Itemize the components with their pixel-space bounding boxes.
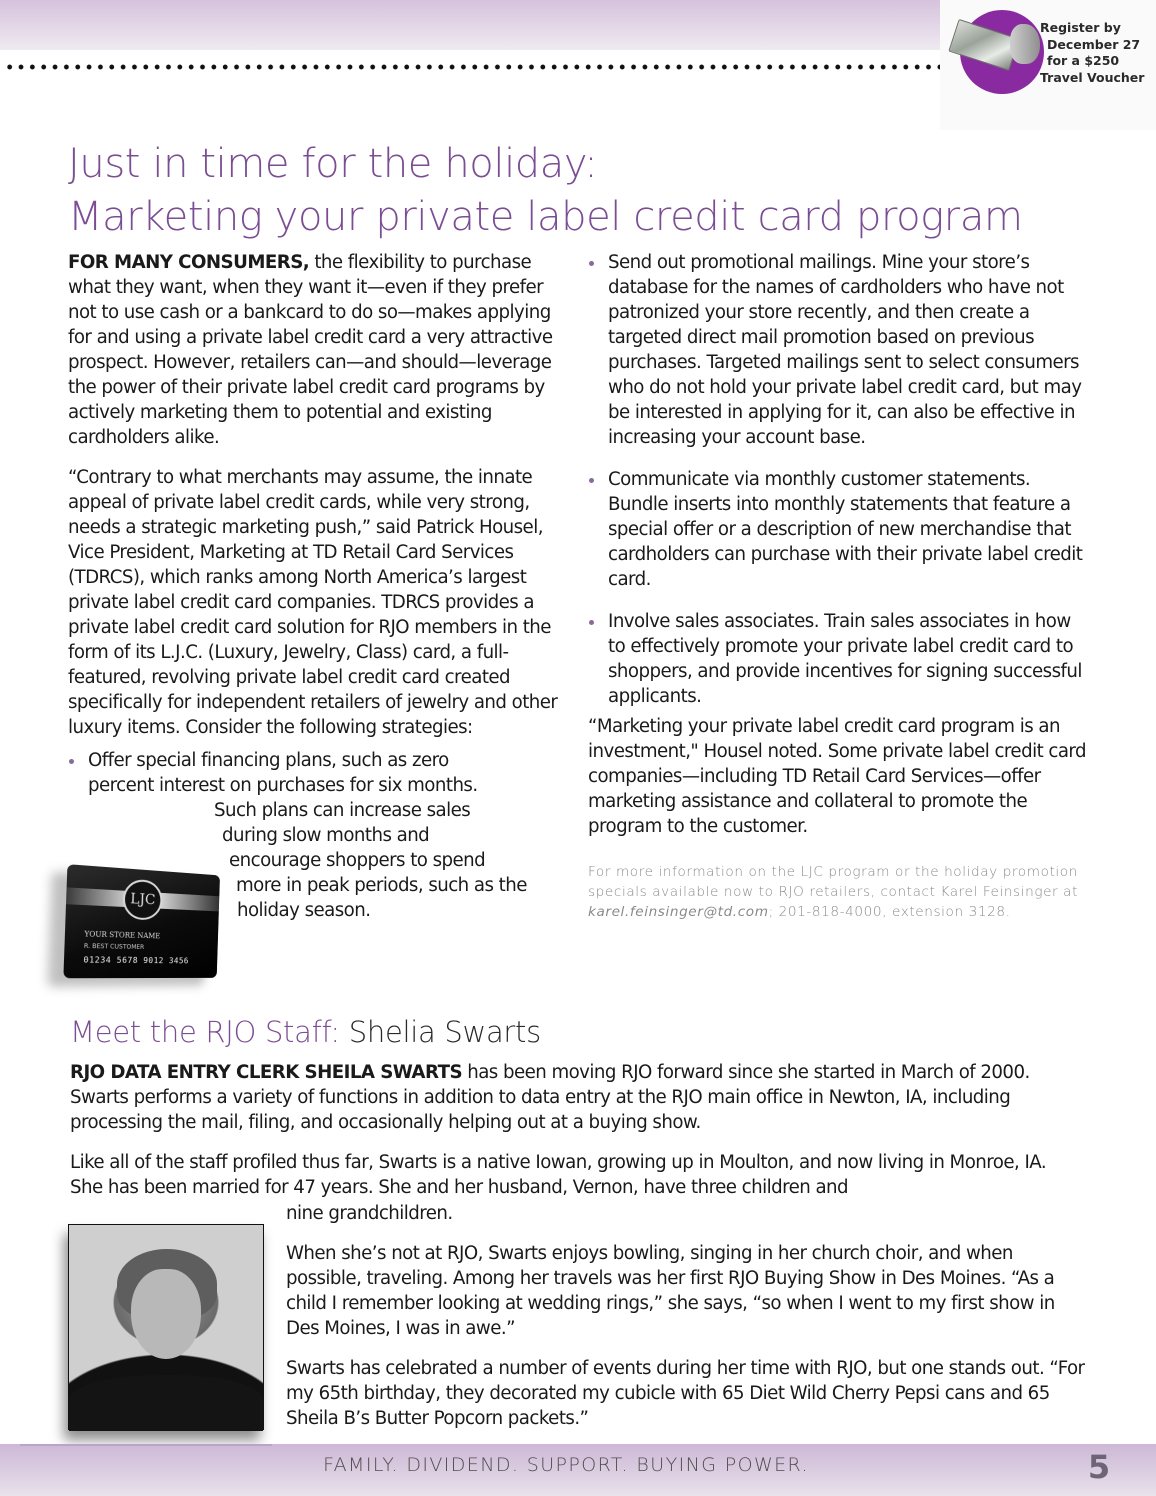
staff-photo	[68, 1224, 264, 1430]
intro-paragraph	[68, 250, 568, 450]
hand-icon	[1010, 24, 1040, 64]
strategy-item	[588, 250, 1088, 450]
promo-line: Register by	[1040, 20, 1121, 35]
bullet-icon	[589, 620, 594, 625]
strategy-text: Involve sales associates. Train sales associates in how to effectively promote your private label credit card to shoppers, and provide incentives for signing successful applicants.	[608, 611, 1082, 707]
strategy-text: Send out promotional mailings. Mine your store’s database for the names of cardholders who have not patronized your store recently, and then create a targeted direct mail promotion based on previous purchases. Targeted mailings sent to select consumers who do not hold your private label credit card, but may be interested in applying for it, can also be effective in increasing your account base.	[608, 252, 1082, 448]
promo-line: for a $250	[1047, 53, 1120, 68]
card-number: 01234 5678 9012 3456	[83, 955, 189, 966]
card-holder-name: R. BEST CUSTOMER	[83, 942, 145, 951]
staff-paragraph: When she’s not at RJO, Swarts enjoys bowling, singing in her church choir, and when possible, traveling. Among her travels was her first RJO Buying Show in Des Moines. “As a child I remember looking at wedding rings,” she says, “so when I went to my first show in Des Moines, I was in awe.”	[286, 1243, 1055, 1339]
staff-paragraph: Swarts has celebrated a number of events during her time with RJO, but one stands out. “For my 65th birthday, they decorated my cubicle with 65 Diet Wild Cherry Pepsi cans and 65 Sheila B’s Butter Popcorn packets.”	[286, 1358, 1085, 1429]
dotted-divider	[4, 63, 940, 71]
promo-badge[interactable]	[940, 0, 1156, 130]
intro-text: the flexibility to purchase what they want, when they want it—even if they prefer not to use cash or a bankcard to do so—makes applying for and using a private label credit card a very attractive prospect. However, retailers can—and should—leverage the power of their private label credit card programs by actively marketing them to potential and existing cardholders alike.	[68, 252, 553, 448]
intro-lead: FOR MANY CONSUMERS,	[68, 252, 310, 273]
contact-email-link[interactable]: karel.feinsinger@td.com	[588, 904, 769, 920]
strategy-item	[588, 609, 1088, 709]
promo-line: December 27	[1047, 36, 1141, 52]
bullet-icon	[589, 478, 594, 483]
header-band	[0, 0, 940, 50]
staff-profile-text-wrapped	[286, 1201, 1086, 1446]
bullet-line: encourage shoppers to spend	[229, 850, 486, 871]
bullet-icon	[589, 261, 594, 266]
bullet-line: during slow months and	[222, 825, 430, 846]
card-store-name: YOUR STORE NAME	[84, 930, 161, 941]
bullet-line: holiday season.	[237, 900, 371, 921]
staff-lead: RJO DATA ENTRY CLERK SHEILA SWARTS	[70, 1062, 462, 1083]
promo-text	[1040, 20, 1156, 86]
bullet-line: Offer special financing plans, such as zero	[88, 750, 449, 771]
footer-rule	[20, 1444, 272, 1446]
article-right-column	[588, 250, 1088, 922]
staff-paragraph	[70, 1150, 1080, 1200]
quote-paragraph: “Contrary to what merchants may assume, the innate appeal of private label credit cards, while very strong, needs a strategic marketing push,” said Patrick Housel, Vice President, Marketing at TD Retail Card Services (TDRCS), which ranks among North America’s largest private label credit card companies. TDRCS provides a private label credit card solution for RJO members in the form of its L.J.C. (Luxury, Jewelry, Class) card, a full-featured, revolving private label credit card created specifically for independent retailers of jewelry and other luxury items. Consider the following strategies:	[68, 467, 558, 738]
strategy-item	[588, 467, 1088, 592]
bullet-line: more in peak periods, such as the	[236, 875, 527, 896]
strategy-list-right	[588, 250, 1088, 709]
photo-face	[131, 1269, 201, 1359]
footer-tagline: FAMILY. DIVIDEND. SUPPORT. BUYING POWER.	[323, 1454, 809, 1476]
bullet-line: percent interest on purchases for six months.	[88, 775, 478, 796]
contact-note	[588, 862, 1088, 922]
ljc-credit-card-image	[63, 864, 220, 978]
staff-paragraph	[70, 1060, 1080, 1135]
contact-phone: ; 201-818-4000, extension 3128.	[768, 904, 1011, 920]
staff-profile-text	[70, 1060, 1080, 1200]
bullet-line: Such plans can increase sales	[214, 800, 471, 821]
card-logo: LJC	[122, 878, 163, 920]
staff-p1-text: has been moving RJO forward since she started in March of 2000. Swarts performs a variety of functions in addition to data entry at the RJO main office in Newton, IA, including processing the mail, filing, and occasionally helping out at a buying show.	[70, 1062, 1030, 1133]
closing-paragraph: “Marketing your private label credit card program is an investment," Housel noted. Some private label credit card companies—including TD Retail Card Services—offer marketing assistance and collateral to promote the program to the customer.	[588, 716, 1087, 837]
article-title	[68, 138, 1128, 244]
staff-title-name: Shelia Swarts	[339, 1015, 541, 1049]
staff-p2-text: Like all of the staff profiled thus far, Swarts is a native Iowan, growing up in Moulton, and now living in Monroe, IA. She has been married for 47 years. She and her husband, Vernon, have three children and	[70, 1152, 1047, 1198]
article-title-line: Marketing your private label credit card program	[68, 194, 1023, 240]
promo-line: Travel Voucher	[1040, 69, 1145, 85]
page-number: 5	[1087, 1448, 1111, 1486]
photo-body	[69, 1375, 263, 1431]
article-title-line: Just in time for the holiday:	[68, 141, 598, 187]
staff-title-prefix: Meet the RJO Staff:	[70, 1015, 340, 1049]
staff-p2-tail: nine grandchildren.	[286, 1203, 453, 1224]
article-left-column	[68, 250, 568, 940]
bullet-icon	[69, 759, 74, 764]
staff-section-title	[70, 1012, 541, 1052]
contact-note-text: For more information on the LJC program or the holiday promotion specials available now to RJO retailers, contact Karel Feinsinger at	[588, 864, 1079, 900]
strategy-text: Communicate via monthly customer statements. Bundle inserts into monthly statements that feature a special offer or a description of new merchandise that cardholders can purchase with their private label credit card.	[608, 469, 1083, 590]
